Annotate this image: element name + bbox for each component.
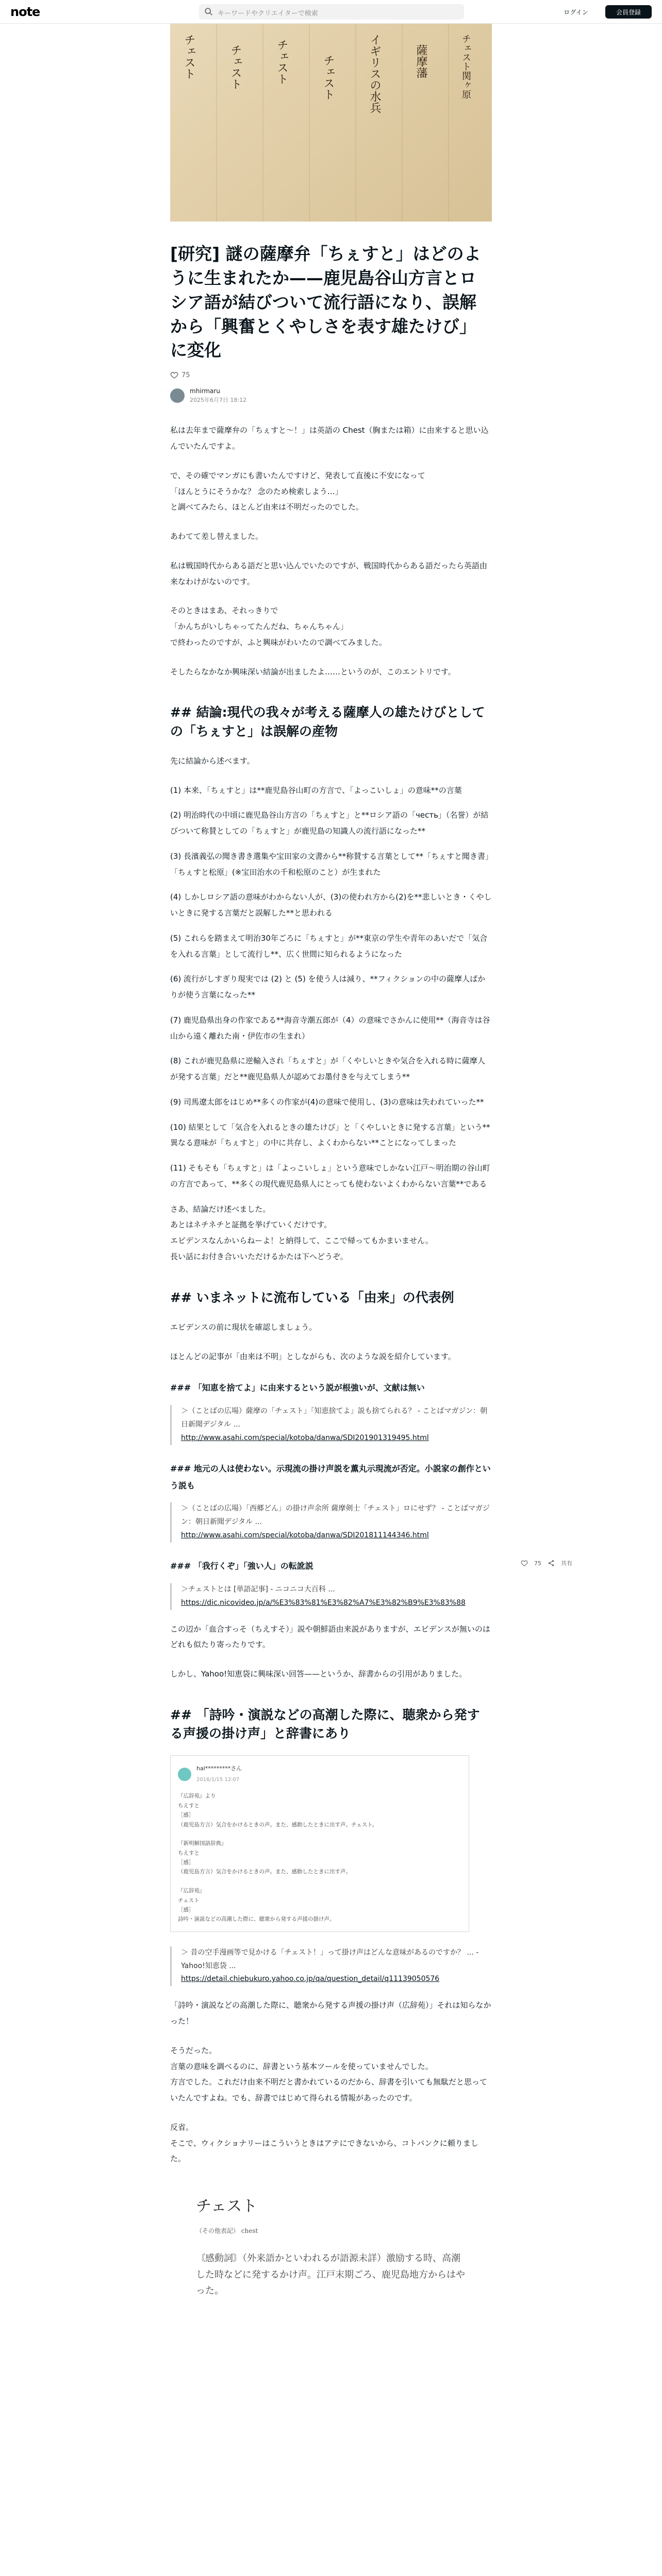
- article-title: [研究] 謎の薩摩弁「ちぇすと」はどのように生まれたか——鹿児島谷山方言とロシア語が結びついて流行語になり、誤解から「興奮とくやしさを表す雄たけび」に変化: [170, 244, 481, 361]
- section-heading: ## 結論:現代の我々が考える薩摩人の雄たけびとしての「ちぇすと」は誤解の産物: [170, 705, 485, 739]
- article-body: [170, 422, 492, 2309]
- rail-like-count: 75: [534, 1560, 541, 1567]
- avatar: [178, 1768, 191, 1781]
- hero-text-4: チェスト: [322, 55, 335, 100]
- conclusion-point: (6) 流行がしすぎり現実では (2) と (5) を使う人は減り、**フィクションの中の薩摩人ばかりが使う言葉になった**: [170, 974, 486, 1000]
- login-button[interactable]: ログイン: [557, 5, 595, 19]
- subsection-heading: ### 「我行くぞ」「強い人」の転訛説: [170, 1561, 313, 1571]
- dictionary-headword: チェスト: [196, 2197, 258, 2216]
- quote-text: ＞ 昔の空手漫画等で見かける「チェスト！」って掛け声はどんな意味があるのですか？ ... - Yahoo!知恵袋 ...: [181, 1948, 479, 1970]
- paragraph: そしたらなかなか興味深い結論が出ましたよ……というのが、このエントリです。: [170, 667, 456, 676]
- paragraph: さあ、結論だけ述べました。 あとはネチネチと証拠を挙げていくだけです。 エビデンスなんかいらねーよ！と納得して、ここで帰ってもかまいません。 長い話にお付き合いいただけるかたは下へどうぞ。: [170, 1204, 433, 1261]
- paragraph: 「詩吟・演説などの高潮した際に、聴衆から発する声援の掛け声（広辞苑）」それは知らなかった！: [170, 2001, 491, 2026]
- conclusion-point: (1) 本来、「ちぇすと」は**鹿児島谷山町の方言で、「よっこいしょ」の意味**の言葉: [170, 785, 462, 795]
- chie-answer: 『広辞苑』より ちえすと ［感］ （鹿児島方言）気合をかけるときの声。また、感動したときに出す声。チェスト。 『新明解国語辞典』 ちえすと ［感］ （鹿児島方言）気合をかけるときの声。また、感動したときに出す声。 『広辞苑』 チェスト ［感］ 詩吟・演説などの高潮した際に、聴衆から発する声援の掛け声。: [178, 1793, 378, 1923]
- hero-image: [170, 24, 492, 222]
- conclusion-point: (3) 長濱義弘の聞き書き選集や宝田家の文書から**称賛する言葉として**「ちぇすと聞き書」「ちぇすと松原」(※宝田治水の千和松原のこと）が生まれた: [170, 851, 489, 877]
- article-column: [170, 24, 492, 2310]
- source-link[interactable]: https://dic.nicovideo.jp/a/%E3%83%81%E3%82%A7%E3%82%B9%E3%83%88: [181, 1598, 466, 1607]
- blockquote: [170, 1946, 492, 1987]
- search-placeholder: キーワードやクリエイターで検索: [218, 10, 318, 18]
- top-bar: [0, 0, 662, 24]
- signup-button[interactable]: 会員登録: [605, 5, 652, 19]
- conclusion-point: (7) 鹿児島県出身の作家である**海音寺潮五郎が（4）の意味でさかんに使用**（海音寺は谷山から遠く離れた南・伊佐市の生まれ）: [170, 1015, 490, 1041]
- note-logo[interactable]: note: [10, 5, 40, 19]
- dictionary-definition: 〘感動詞〙（外来語かといわれるが語源未詳）激励する時、高潮した時などに発するかけ声。江戸末期ごろ、鹿児島地方からはやった。: [196, 2253, 465, 2297]
- share-icon[interactable]: [548, 1560, 555, 1567]
- hero-text-2: チェスト: [229, 44, 242, 90]
- heart-icon[interactable]: [521, 1560, 528, 1567]
- paragraph: そのときはまあ、それっきりで 「かんちがいしちゃってたんだね、ちゃんちゃん」 で終わったのですが、ふと興味がわいたので調べてみました。: [170, 606, 387, 647]
- paragraph: しかし、Yahoo!知恵袋に興味深い回答——というか、辞書からの引用がありました。: [170, 1669, 467, 1679]
- paragraph: 反省。 そこで、ウィクショナリーはこういうときはアテにできないから、コトバンクに頼りました。: [170, 2122, 478, 2164]
- hero-text-7: チェスト関ヶ原: [460, 34, 471, 99]
- paragraph: ほとんどの記事が「由来は不明」としながらも、次のような説を紹介しています。: [170, 1351, 456, 1361]
- source-link[interactable]: http://www.asahi.com/special/kotoba/danwa/SDI201811144346.html: [181, 1531, 429, 1540]
- subsection-heading: ### 地元の人は使わない。示現流の掛け声説を薫丸示現流が否定。小説家の創作という説も: [170, 1463, 491, 1490]
- blockquote: [170, 1502, 492, 1543]
- conclusion-point: (9) 司馬遼太郎をはじめ**多くの作家が(4)の意味で使用し、(3)の意味は失われていった**: [170, 1097, 484, 1107]
- section-heading: ## 「詩吟・演説などの高潮した際に、聴衆から発する声援の掛け声」と辞書にあり: [170, 1707, 480, 1741]
- paragraph: 先に結論から述べます。: [170, 756, 255, 766]
- paragraph: あわてて差し替えました。: [170, 532, 263, 541]
- paragraph: エビデンスの前に現状を確認しましょう。: [170, 1322, 317, 1332]
- avatar[interactable]: [170, 388, 185, 403]
- publish-date: 2025年6月7日 18:12: [190, 397, 247, 404]
- conclusion-point: (4) しかしロシア語の意味がわからない人が、(3)の使われ方から(2)を**悲しいとき・くやしいときに発する言葉だと誤解した**と思われる: [170, 892, 492, 918]
- hero-text-5: イギリスの水兵: [368, 34, 381, 113]
- paragraph: で、その確でマンガにも書いたんですけど、発表して直後に不安になって 「ほんとうにそうかな？ 念のため検索しよう…」 と調べてみたら、ほとんど由来は不明だったのでした。: [170, 470, 425, 512]
- conclusion-point: (5) これらを踏まえて明治30年ごろに「ちぇすと」が**東京の学生や青年のあいだで「気合を入れる言葉」として流行し**、広く世間に知られるようになった: [170, 933, 488, 959]
- dictionary-reading: （その他表記） chest: [196, 2227, 258, 2234]
- quote-text: ＞チェストとは [単語記事] - ニコニコ大百科 ...: [181, 1585, 335, 1594]
- chie-username: hal*********さん: [196, 1765, 242, 1772]
- search-icon: [204, 7, 213, 16]
- conclusion-point: (10) 結果として「気合を入れるときの雄たけび」と「くやしいときに発する言葉」という**異なる意味が「ちぇすと」の中に共存し、よくわからない**ことになってしまった: [170, 1122, 490, 1148]
- hero-text-6: 薩摩藩: [415, 44, 427, 78]
- conclusion-point: (11) そもそも「ちぇすと」は「よっこいしょ」という意味でしかない江戸～明治期の谷山町の方言であって、**多くの現代鹿児島県人にとっても使わないよくわからない言葉**である: [170, 1163, 490, 1189]
- share-label[interactable]: 共有: [561, 1560, 572, 1567]
- dictionary-excerpt: [170, 2180, 492, 2310]
- like-counter: [170, 371, 492, 379]
- subsection-heading: ### 「知恵を捨てよ」に由来するという説が根強いが、文献は無い: [170, 1383, 425, 1393]
- paragraph: 私は去年まで薩摩弁の「ちぇすと～！」は英語の Chest（胸または箱）に由来すると思い込んでいたんですよ。: [170, 426, 489, 451]
- hero-text-1: チェスト: [183, 34, 195, 79]
- paragraph: そうだった。 言葉の意味を調べるのに、辞書という基本ツールを使っていませんでした。 方言でした。これだけ由来不明だと書かれているのだから、辞書を引いても無駄だと思っていたんですよね。でも、辞書ではじめて得られる情報があったのです。: [170, 2045, 488, 2103]
- source-link[interactable]: http://www.asahi.com/special/kotoba/danwa/SDI201901319495.html: [181, 1433, 429, 1442]
- hero-texture: [170, 24, 492, 222]
- blockquote: [170, 1583, 492, 1610]
- conclusion-point: (2) 明治時代の中頃に鹿児島谷山方言の「ちぇすと」と**ロシア語の「честь」（名誉）が結びついて称賛としての「ちぇすと」が鹿児島の知識人の流行語になった**: [170, 810, 489, 836]
- paragraph: この辺か「血合すっそ（ちえすそ）」説や朝鮮語由来説がありますが、エビデンスが無いのはどれも似たり寄ったりです。: [170, 1624, 490, 1650]
- hero-text-3: チェスト: [275, 39, 288, 84]
- source-link[interactable]: https://detail.chiebukuro.yahoo.co.jp/qa/question_detail/q11139050576: [181, 1975, 440, 1984]
- author-block[interactable]: [170, 387, 492, 404]
- author-name[interactable]: mhirmaru: [190, 387, 220, 395]
- quote-text: ＞（ことばの広場）「西郷どん」の掛け声余所 薩摩剣士「チェスト」ロにせず？ - ことばマガジン：朝日新聞デジタル ...: [181, 1504, 490, 1527]
- blockquote: [170, 1405, 492, 1445]
- chie-header: [178, 1763, 461, 1785]
- like-count: 75: [181, 371, 190, 379]
- chie-date: 2016/1/15 12:07: [196, 1776, 240, 1783]
- search-box[interactable]: [199, 4, 464, 20]
- paragraph: 私は戦国時代からある語だと思い込んでいたのですが、戦国時代からある語だったら英語由来なわけがないのです。: [170, 561, 488, 586]
- section-heading: ## いまネットに流布している「由来」の代表例: [170, 1290, 454, 1305]
- floating-action-rail: [521, 1559, 572, 1567]
- quote-text: ＞（ことばの広場）薩摩の「チェスト」「知恵捨てよ」説も捨てられる？ - ことばマガジン：朝日新聞デジタル ...: [181, 1407, 488, 1429]
- heart-icon[interactable]: [170, 371, 178, 379]
- chiebukuro-screenshot: [170, 1755, 469, 1931]
- conclusion-point: (8) これが鹿児島県に逆輸入され「ちぇすと」が「くやしいときや気合を入れる時に薩摩人が発する言葉」だと**鹿児島県人が認めてお墨付きを与えてしまう**: [170, 1056, 486, 1082]
